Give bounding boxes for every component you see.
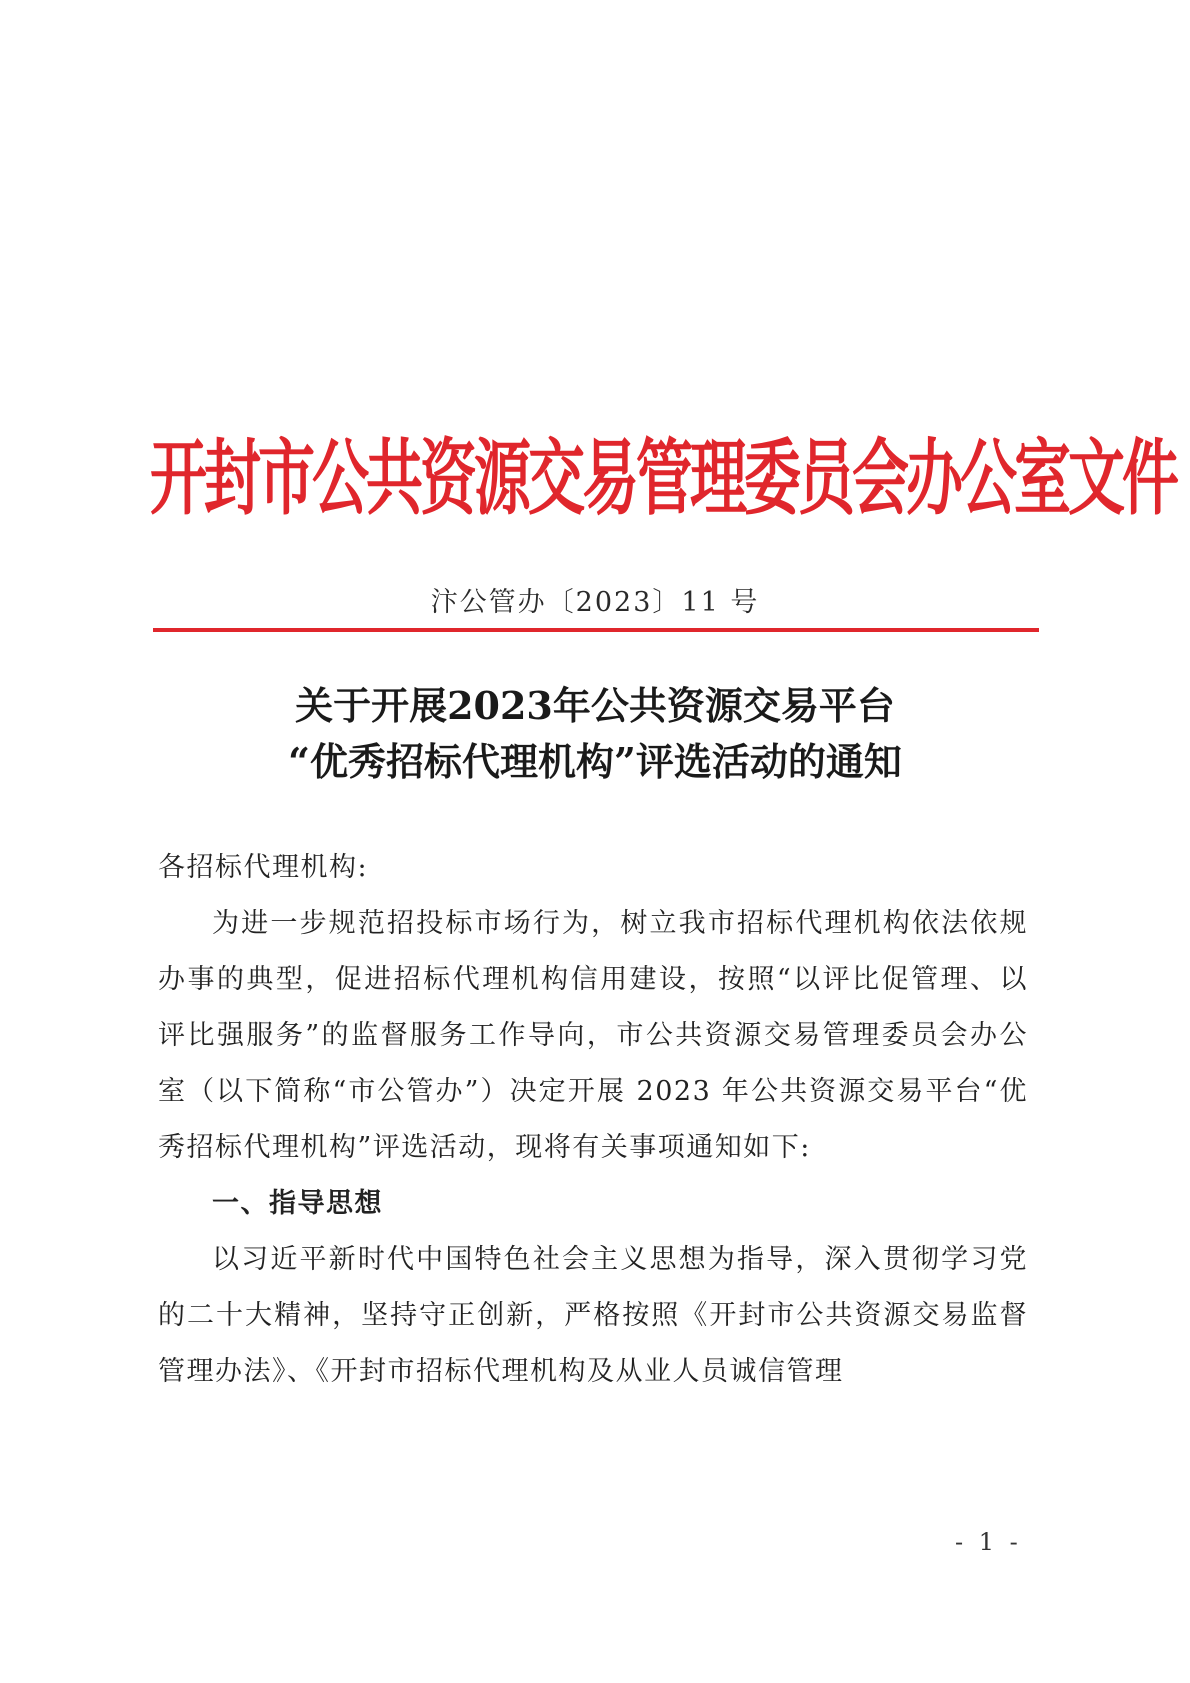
notice-title [0, 678, 1190, 790]
section-heading-guiding-ideology: 一、指导思想 [212, 1188, 383, 1219]
paragraph-guiding-ideology: 以习近平新时代中国特色社会主义思想为指导，深入贯彻学习党的二十大精神，坚持守正创新，严格按照《开封市公共资源交易监督管理办法》、《开封市招标代理机构及从业人员诚信管理 [158, 1244, 1028, 1387]
salutation: 各招标代理机构: [158, 852, 369, 883]
paragraph-intro: 为进一步规范招投标市场行为，树立我市招标代理机构依法依规办事的典型，促进招标代理机构信用建设，按照“以评比促管理、以评比强服务”的监督服务工作导向，市公共资源交易管理委员会办公室（以下简称“市公管办”）决定开展 2023 年公共资源交易平台“优秀招标代理机构”评选活动，现将有关事项通知如下: [158, 908, 1028, 1163]
page-number: - 1 - [955, 1528, 1022, 1556]
title-line-2: “优秀招标代理机构”评选活动的通知 [288, 739, 902, 784]
title-line-1: 关于开展2023年公共资源交易平台 [295, 683, 895, 728]
document-body [158, 840, 1028, 1400]
red-divider-line [153, 628, 1039, 632]
masthead-title: 开封市公共资源交易管理委员会办公室文件 [150, 429, 1176, 527]
document-number: 汴公管办〔2023〕11 号 [430, 587, 760, 618]
